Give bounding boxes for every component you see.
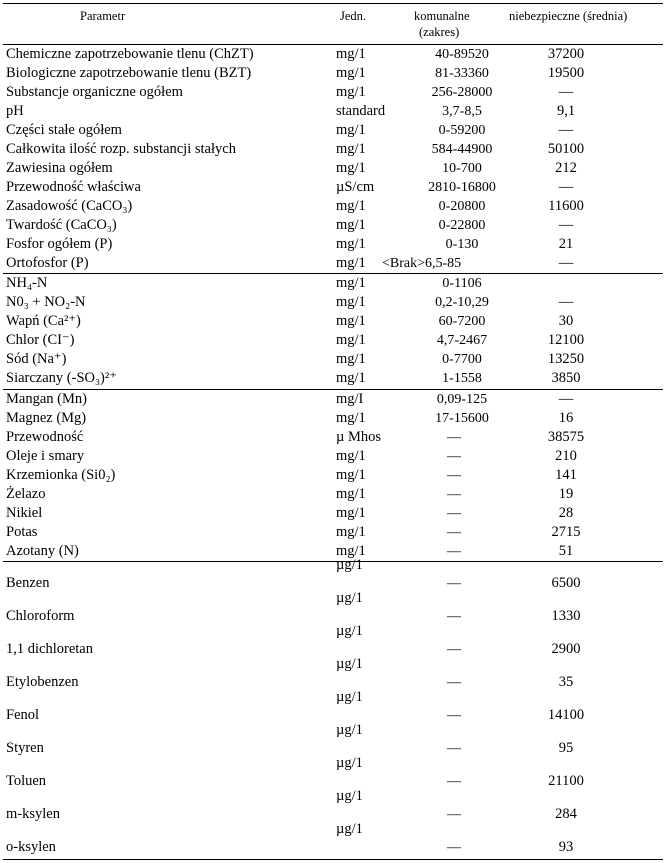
param-name: Wapń (Ca²⁺) [6,313,81,329]
param-name: Zasadowość (CaCO₃) [6,198,133,214]
table-row [0,178,666,197]
table-row [0,369,666,388]
komunalne-range: 0-22800 [438,218,486,233]
table-row [0,623,666,657]
unit-cell: mg/1 [336,236,366,252]
param-name: Biologiczne zapotrzebowanie tlenu (BZT) [6,65,252,81]
param-name: Toluen [6,773,47,789]
unit-cell: mg/1 [336,313,366,329]
komunalne-range: 0-1106 [442,276,482,291]
unit-cell: mg/1 [336,255,366,271]
table-row [0,504,666,523]
unit-cell: µg/1 [336,788,363,804]
param-name: Części stałe ogółem [6,122,122,138]
niebezpieczne-avg: 35 [558,674,574,690]
table-row [0,821,666,855]
komunalne-range: — [447,840,461,855]
unit-cell: mg/1 [336,198,366,214]
unit-cell: mg/1 [336,122,366,138]
unit-cell: mg/1 [336,543,366,559]
param-name: Przewodność właściwa [6,179,141,195]
param-name: Przewodność [6,429,84,445]
niebezpieczne-avg: 37200 [547,46,585,62]
header-komunalne: komunalne [414,9,470,23]
param-name: Krzemionka (Si0₂) [6,467,116,483]
komunalne-range: 1-1558 [442,371,482,386]
komunalne-range: — [447,642,461,657]
param-name: Etylobenzen [6,674,79,690]
niebezpieczne-avg: 13250 [547,351,585,367]
niebezpieczne-avg: — [558,255,574,271]
niebezpieczne-avg: 21100 [548,773,584,789]
unit-cell: µS/cm [336,179,375,195]
unit-cell: µg/1 [336,722,363,738]
unit-cell: µg/1 [336,656,363,672]
niebezpieczne-avg: 141 [555,467,577,483]
niebezpieczne-avg: 19 [558,486,574,502]
komunalne-range: — [447,468,461,483]
table-row [0,788,666,822]
niebezpieczne-avg: 14100 [547,707,585,723]
table-row [0,293,666,312]
komunalne-range: — [447,774,461,789]
table-row [0,159,666,178]
unit-cell: µg/1 [336,623,363,639]
param-name: Fenol [6,707,40,723]
param-name: Nikiel [6,505,43,521]
komunalne-range: 4,7-2467 [436,333,488,348]
unit-cell: mg/1 [336,217,366,233]
niebezpieczne-avg: 284 [555,806,577,822]
header-unit: Jedn. [340,9,367,23]
unit-cell: µg/1 [336,689,363,705]
param-name: Zawiesina ogółem [6,160,113,176]
param-name: N0₃ + NO₂-N [6,294,86,310]
unit-cell: mg/1 [336,505,366,521]
table-row [0,557,666,591]
param-name: Oleje i smary [6,448,85,464]
unit-cell: mg/1 [336,65,366,81]
unit-cell: mg/1 [336,294,366,310]
table-row [0,83,666,102]
komunalne-range: — [447,576,461,591]
komunalne-range: 17-15600 [435,411,489,426]
niebezpieczne-avg: — [558,391,574,407]
param-name: Potas [6,524,38,540]
niebezpieczne-avg: 212 [555,160,577,176]
niebezpieczne-avg: 93 [558,839,574,855]
komunalne-range: 0,09-125 [436,392,488,407]
unit-cell: mg/1 [336,486,366,502]
unit-cell: µg/1 [336,755,363,771]
komunalne-range: — [447,525,461,540]
niebezpieczne-avg: — [558,179,574,195]
param-name: 1,1 dichloretan [6,641,93,657]
unit-cell: µ Mhos [336,429,382,445]
komunalne-range: <Brak>6,5-85 [382,256,462,271]
table-row [0,485,666,504]
table-row [0,45,666,64]
table-row [0,656,666,690]
komunalne-range: 40-89520 [435,47,489,62]
komunalne-range: — [447,807,461,822]
bottom-rule [3,859,663,860]
niebezpieczne-avg: 95 [558,740,574,756]
param-name: Fosfor ogółem (P) [6,236,113,252]
unit-cell: mg/1 [336,410,366,426]
param-name: m-ksylen [6,806,60,822]
table-row [0,447,666,466]
top-rule [3,3,663,4]
niebezpieczne-avg: — [558,84,574,100]
unit-cell: mg/1 [336,84,366,100]
table-row [0,140,666,159]
unit-cell: mg/1 [336,448,366,464]
unit-cell: standard [336,103,386,119]
niebezpieczne-avg: 3850 [551,370,581,386]
param-name: Siarczany (-SO₃)²⁺ [6,370,117,386]
komunalne-range: 0,2-10,29 [435,295,489,310]
table-row [0,235,666,254]
group-rule-3 [3,561,663,562]
komunalne-range: 81-33360 [435,66,489,81]
param-name: o-ksylen [6,839,56,855]
niebezpieczne-avg: 9,1 [556,103,576,119]
table-row [0,121,666,140]
komunalne-range: — [447,449,461,464]
unit-cell: mg/1 [336,275,366,291]
niebezpieczne-avg: 28 [558,505,574,521]
niebezpieczne-avg: 30 [558,313,574,329]
param-name: Chemiczne zapotrzebowanie tlenu (ChZT) [6,46,254,62]
table-row [0,331,666,350]
table-row [0,312,666,331]
header-parametr: Parametr [80,9,126,23]
komunalne-range: 2810-16800 [428,180,496,195]
unit-cell: mg/1 [336,351,366,367]
param-name: Żelazo [6,486,46,502]
table-row [0,428,666,447]
table-row [0,755,666,789]
unit-cell: µg/1 [336,557,363,573]
niebezpieczne-avg: 2715 [551,524,581,540]
table-row [0,390,666,409]
niebezpieczne-avg: 6500 [551,575,581,591]
table-row [0,523,666,542]
niebezpieczne-avg: 21 [558,236,574,252]
komunalne-range: 10-700 [442,161,482,176]
unit-cell: mg/1 [336,160,366,176]
komunalne-range: 584-44900 [431,142,493,157]
header-niebezpieczne: niebezpieczne (średnia) [509,9,628,23]
unit-cell: mg/1 [336,370,366,386]
unit-cell: mg/1 [336,141,366,157]
table-row [0,542,666,561]
komunalne-range: — [447,430,461,445]
param-name: Ortofosfor (P) [6,255,89,271]
niebezpieczne-avg: — [558,294,574,310]
param-name: Azotany (N) [6,543,79,559]
niebezpieczne-avg: 1330 [551,608,581,624]
param-name: Chloroform [6,608,75,624]
param-name: Mangan (Mn) [6,391,87,407]
param-name: Magnez (Mg) [6,410,87,426]
param-name: Całkowita ilość rozp. substancji stałych [6,141,236,157]
niebezpieczne-avg: 11600 [548,198,584,214]
table-row [0,590,666,624]
niebezpieczne-avg: — [558,122,574,138]
niebezpieczne-avg: 12100 [547,332,585,348]
unit-cell: mg/1 [336,46,366,62]
param-name: Twardość (CaCO₃) [6,217,117,233]
param-name: NH₄-N [6,275,48,291]
unit-cell: mg/I [336,391,364,407]
niebezpieczne-avg: 51 [558,543,574,559]
table-row [0,254,666,273]
param-name: pH [6,103,24,119]
table-row [0,409,666,428]
niebezpieczne-avg: — [558,217,574,233]
komunalne-range: 0-59200 [438,123,486,138]
komunalne-range: 60-7200 [438,314,486,329]
table-row [0,350,666,369]
unit-cell: mg/1 [336,524,366,540]
param-name: Benzen [6,575,50,591]
komunalne-range: 3,7-8,5 [442,104,482,119]
unit-cell: mg/1 [336,467,366,483]
table-row [0,274,666,293]
komunalne-range: — [447,675,461,690]
komunalne-range: 256-28000 [431,85,493,100]
table-row [0,216,666,235]
niebezpieczne-avg: 16 [558,410,574,426]
table-row [0,197,666,216]
header-zakres: (zakres) [419,25,460,39]
niebezpieczne-avg: 2900 [551,641,581,657]
komunalne-range: — [447,487,461,502]
komunalne-range: — [447,708,461,723]
param-name: Chlor (CI⁻) [6,332,75,348]
niebezpieczne-avg: 50100 [547,141,585,157]
table-row [0,722,666,756]
table-row [0,64,666,83]
komunalne-range: 0-7700 [442,352,482,367]
komunalne-range: — [447,741,461,756]
table-row [0,466,666,485]
table-row [0,102,666,121]
unit-cell: µg/1 [336,821,363,837]
param-name: Substancje organiczne ogółem [6,84,183,100]
table-row [0,689,666,723]
niebezpieczne-avg: 19500 [547,65,585,81]
komunalne-range: 0-130 [445,237,479,252]
komunalne-range: — [447,506,461,521]
komunalne-range: — [447,609,461,624]
unit-cell: µg/1 [336,590,363,606]
niebezpieczne-avg: 38575 [547,429,585,445]
param-name: Sód (Na⁺) [6,351,67,367]
komunalne-range: 0-20800 [438,199,486,214]
unit-cell: mg/1 [336,332,366,348]
param-name: Styren [6,740,44,756]
niebezpieczne-avg: 210 [555,448,577,464]
komunalne-range: — [447,544,461,559]
